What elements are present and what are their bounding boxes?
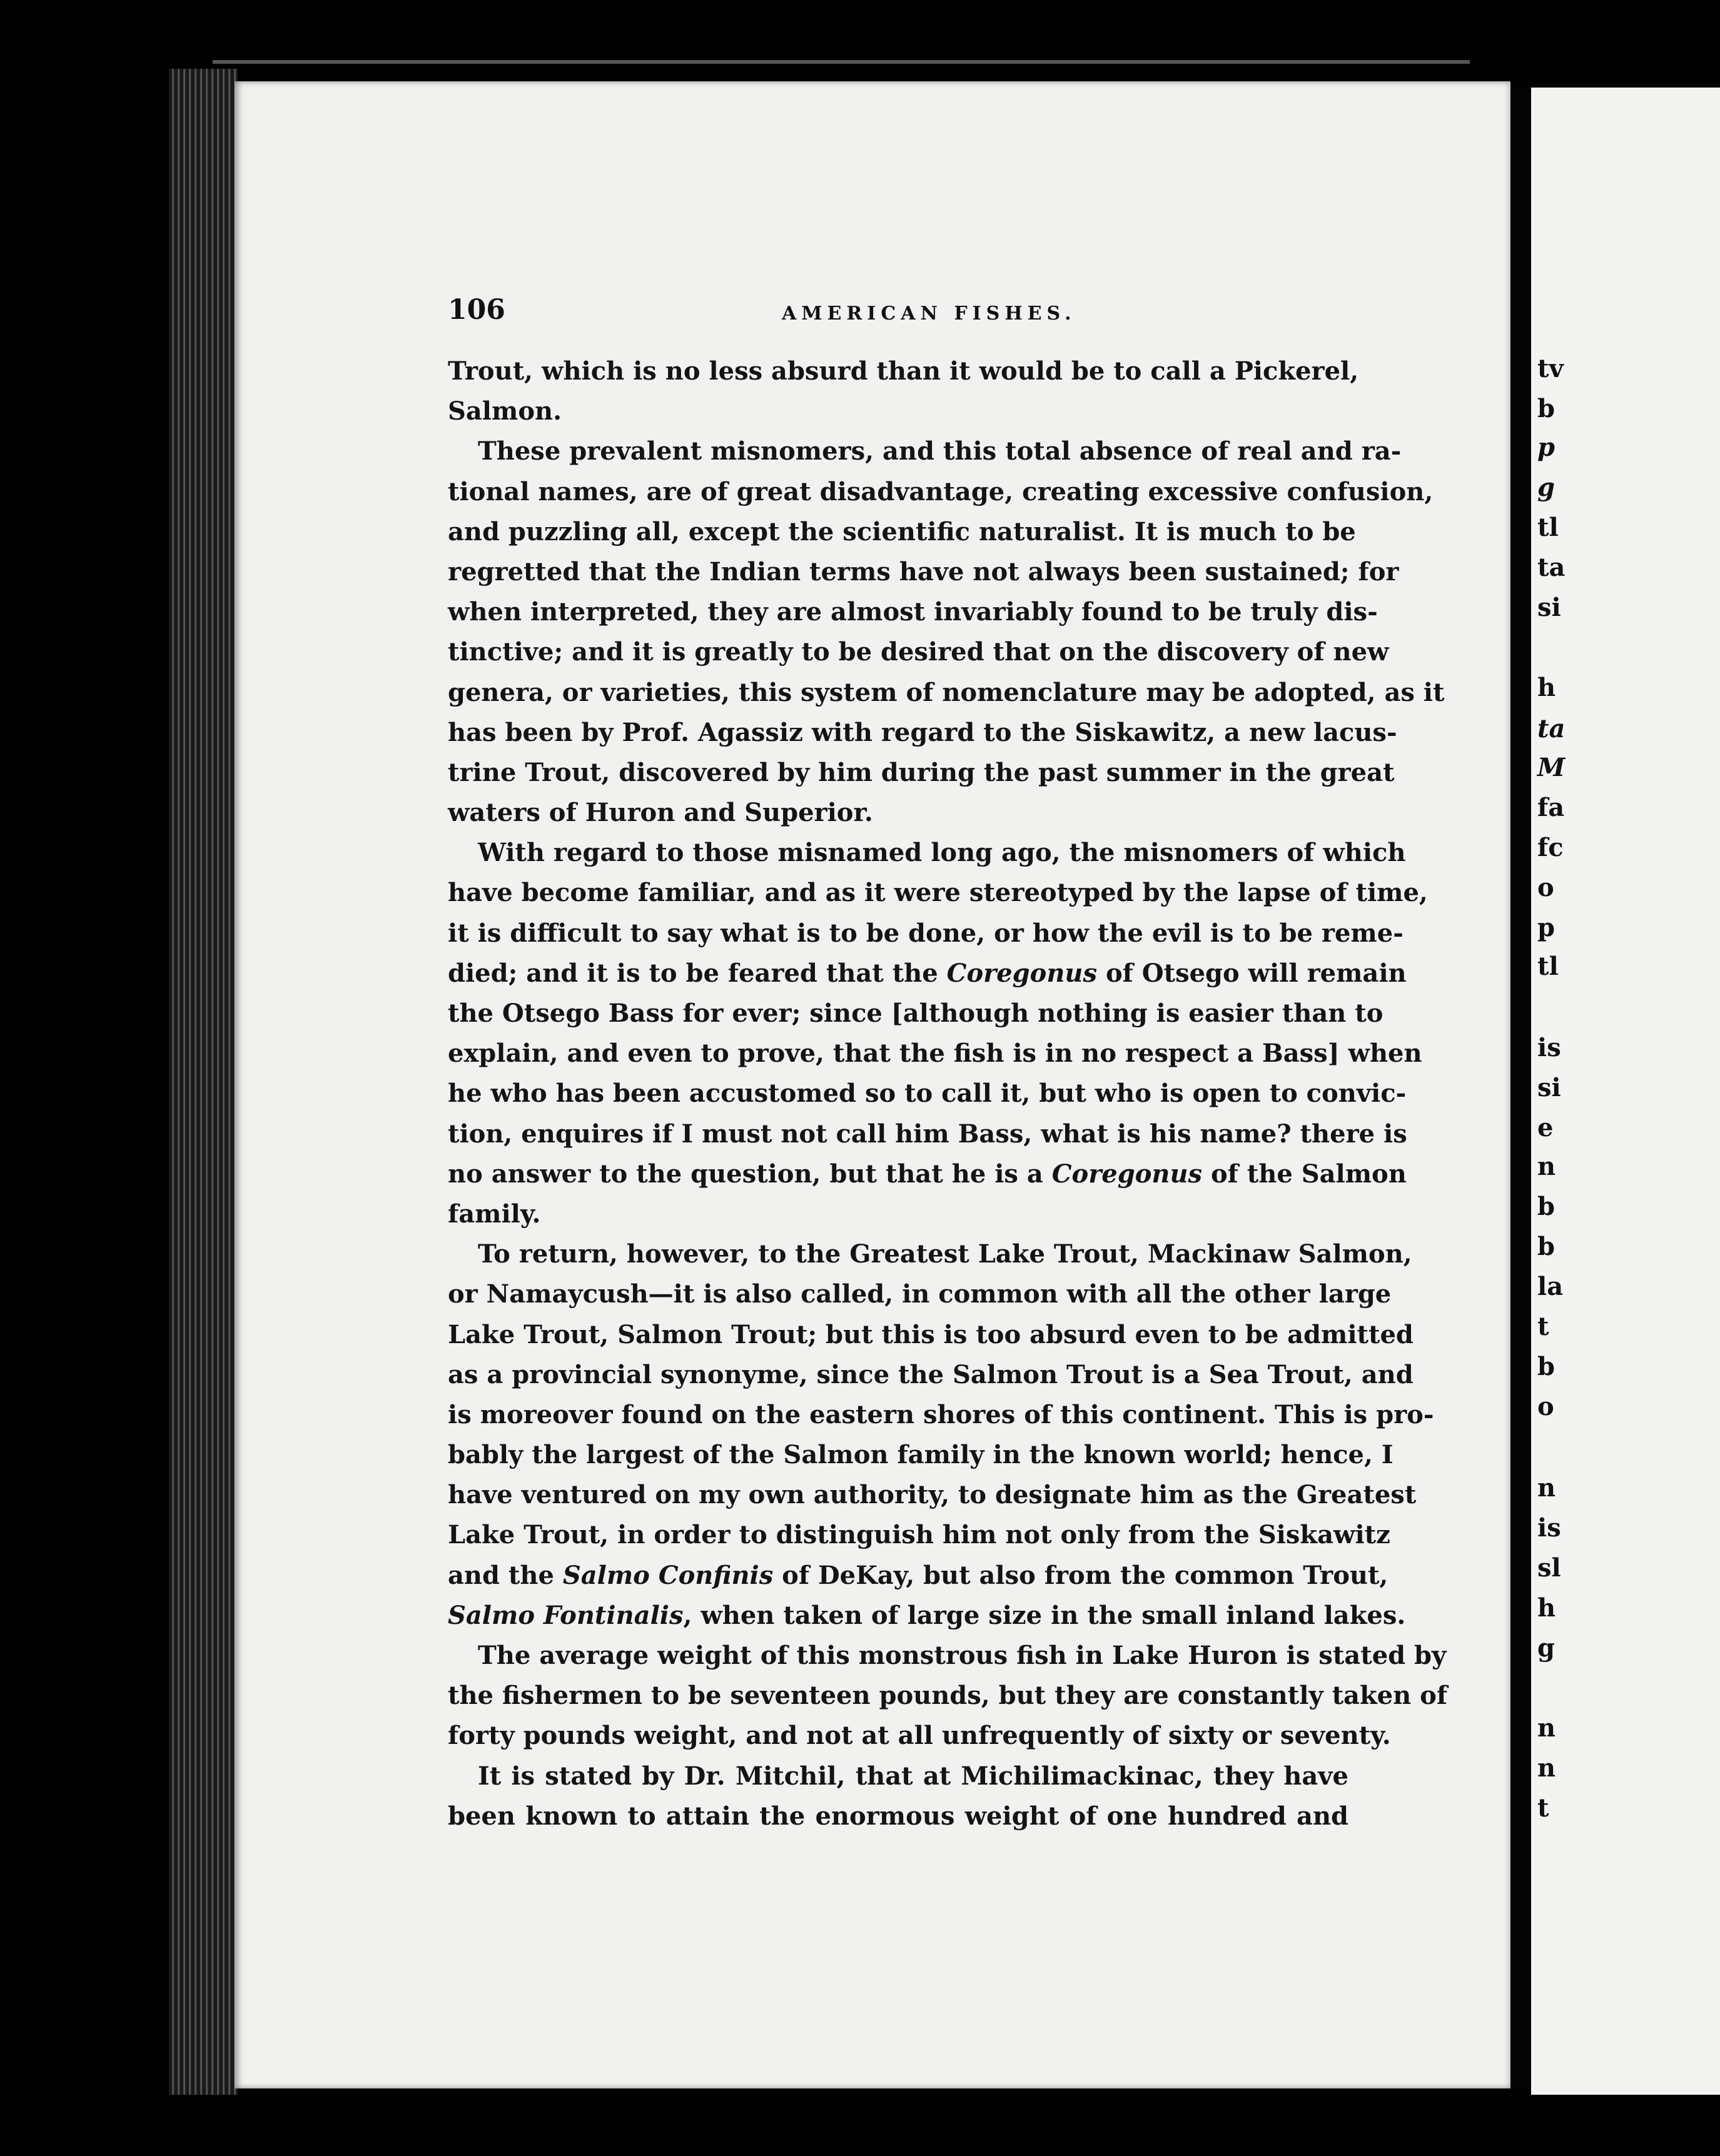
text-line: it is difficult to say what is to be done, or how the evil is to be reme- xyxy=(448,918,1404,948)
text-line: tinctive; and it is greatly to be desired that on the discovery of new xyxy=(448,637,1389,667)
text-line: The average weight of this monstrous fish in Lake Huron is stated by xyxy=(478,1641,1447,1670)
text-line: genera, or varieties, this system of nomenclature may be adopted, as it xyxy=(448,677,1445,707)
page-stack-edge xyxy=(169,69,238,2095)
facing-page-fragment: ta xyxy=(1537,553,1566,582)
italic-term: Coregonus xyxy=(1051,1159,1203,1189)
text-line: the fishermen to be seventeen pounds, but they are constantly taken of xyxy=(448,1681,1448,1711)
facing-page-fragment: p xyxy=(1537,433,1555,462)
text-line: is moreover found on the eastern shores of this continent. This is pro- xyxy=(448,1399,1434,1429)
text-line: been known to attain the enormous weight of one hundred and xyxy=(448,1801,1348,1831)
text-line: It is stated by Dr. Mitchil, that at Michilimackinac, they have xyxy=(478,1761,1348,1791)
facing-page-fragment: M xyxy=(1537,753,1566,782)
text-line: These prevalent misnomers, and this total absence of real and ra- xyxy=(478,436,1402,466)
text-line: trine Trout, discovered by him during the past summer in the great xyxy=(448,757,1395,787)
text-line: Lake Trout, Salmon Trout; but this is too absurd even to be admitted xyxy=(448,1319,1414,1349)
facing-page-fragment: fa xyxy=(1537,793,1565,822)
running-title: AMERICAN FISHES. xyxy=(782,303,1076,325)
facing-page-fragment: n xyxy=(1537,1152,1556,1181)
italic-term: Coregonus xyxy=(946,958,1098,988)
text-line: have become familiar, and as it were stereotyped by the lapse of time, xyxy=(448,878,1428,908)
running-head xyxy=(448,294,1348,331)
facing-page-fragment: sl xyxy=(1537,1553,1561,1583)
text-line: regretted that the Indian terms have not always been sustained; for xyxy=(448,557,1399,587)
body-text xyxy=(448,351,1448,1836)
facing-page-fragment: t xyxy=(1537,1793,1549,1823)
facing-page-fragment: la xyxy=(1537,1272,1564,1301)
facing-page-fragment: si xyxy=(1537,1073,1561,1102)
facing-page-fragment: p xyxy=(1537,913,1555,942)
text-line: bably the largest of the Salmon family in the known world; hence, I xyxy=(448,1440,1394,1470)
text-line xyxy=(448,954,1407,994)
italic-term: Salmo Confinis xyxy=(562,1560,774,1590)
text-segment: died; and it is to be feared that the xyxy=(448,958,947,988)
text-line: tion, enquires if I must not call him Bass, what is his name? there is xyxy=(448,1119,1407,1149)
text-line: tional names, are of great disadvantage, creating excessive confusion, xyxy=(448,476,1434,506)
text-line: forty pounds weight, and not at all unfrequently of sixty or seventy. xyxy=(448,1721,1391,1751)
text-line: Salmon. xyxy=(448,396,562,426)
text-segment: of Otsego will remain xyxy=(1097,958,1407,988)
facing-page-fragment: h xyxy=(1537,1593,1556,1623)
facing-page-fragment: tv xyxy=(1537,354,1564,383)
facing-page-fragment: b xyxy=(1537,1352,1555,1381)
text-line: With regard to those misnamed long ago, the misnomers of which xyxy=(478,838,1406,868)
text-segment: no answer to the question, but that he is a xyxy=(448,1159,1052,1189)
text-segment: of the Salmon xyxy=(1202,1159,1407,1189)
facing-page-fragment: n xyxy=(1537,1753,1556,1783)
text-segment: and the xyxy=(448,1560,563,1590)
facing-page-fragment: b xyxy=(1537,1232,1555,1261)
facing-page-fragment: t xyxy=(1537,1312,1549,1341)
text-line: To return, however, to the Greatest Lake Trout, Mackinaw Salmon, xyxy=(478,1239,1412,1269)
facing-page-fragment: g xyxy=(1537,473,1555,502)
facing-page-fragment: o xyxy=(1537,1392,1554,1421)
facing-page-fragment: fc xyxy=(1537,833,1564,862)
facing-page-fragment: ta xyxy=(1537,714,1566,743)
text-line: Lake Trout, in order to distinguish him not only from the Siskawitz xyxy=(448,1520,1390,1550)
facing-page-fragment: b xyxy=(1537,1192,1555,1221)
text-line: and puzzling all, except the scientific naturalist. It is much to be xyxy=(448,516,1356,547)
facing-page-fragment: b xyxy=(1537,394,1555,423)
text-line: has been by Prof. Agassiz with regard to the Siskawitz, a new lacus- xyxy=(448,717,1397,747)
facing-page-fragment: n xyxy=(1537,1713,1556,1743)
italic-term: Salmo Fontinalis xyxy=(448,1600,684,1630)
facing-page-fragment: h xyxy=(1537,673,1556,702)
text-line: waters of Huron and Superior. xyxy=(448,798,873,828)
text-line xyxy=(448,1154,1407,1194)
facing-page-fragment: is xyxy=(1537,1033,1561,1062)
text-segment: of DeKay, but also from the common Trout, xyxy=(773,1560,1389,1590)
text-line: have ventured on my own authority, to designate him as the Greatest xyxy=(448,1480,1417,1510)
text-line: explain, and even to prove, that the fish is in no respect a Bass] when xyxy=(448,1039,1422,1069)
text-line: as a provincial synonyme, since the Salmon Trout is a Sea Trout, and xyxy=(448,1359,1414,1389)
text-line xyxy=(448,1596,1406,1636)
facing-page-fragment: g xyxy=(1537,1633,1555,1663)
text-segment: , when taken of large size in the small inland lakes. xyxy=(683,1600,1406,1630)
text-line: the Otsego Bass for ever; since [although nothing is easier than to xyxy=(448,999,1384,1028)
facing-page-fragment: o xyxy=(1537,873,1554,902)
text-line: when interpreted, they are almost invariably found to be truly dis- xyxy=(448,597,1378,627)
text-line: he who has been accustomed so to call it, but who is open to convic- xyxy=(448,1079,1407,1109)
text-line: or Namaycush—it is also called, in common with all the other large xyxy=(448,1279,1392,1309)
book-gutter xyxy=(1512,88,1531,2088)
facing-page-fragment: e xyxy=(1537,1113,1554,1142)
facing-page-fragment: is xyxy=(1537,1513,1561,1543)
book-top-edge xyxy=(213,60,1470,64)
facing-page-fragment: si xyxy=(1537,593,1561,622)
text-line: family. xyxy=(448,1199,541,1229)
facing-page xyxy=(1531,88,1720,2095)
facing-page-fragment: tl xyxy=(1537,513,1559,542)
text-line: Trout, which is no less absurd than it would be to call a Pickerel, xyxy=(448,356,1359,386)
facing-page-fragment: tl xyxy=(1537,952,1559,981)
text-line xyxy=(448,1556,1389,1596)
page-number: 106 xyxy=(448,294,505,326)
facing-page-fragment: n xyxy=(1537,1473,1556,1503)
